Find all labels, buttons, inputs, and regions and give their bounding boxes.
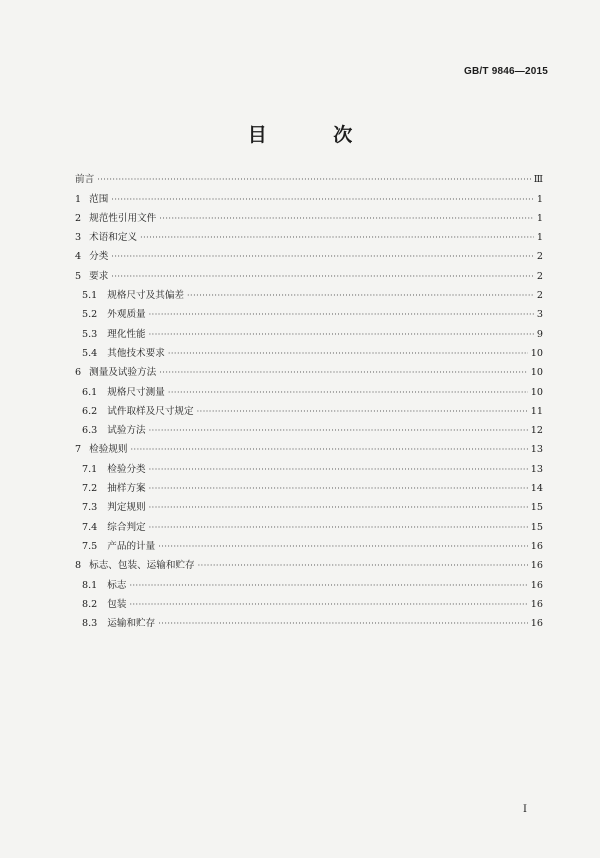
toc-entry-page: 15 [530, 521, 543, 533]
toc-dot-leader [168, 387, 528, 399]
toc-entry[interactable] [75, 379, 543, 398]
toc-entry[interactable] [75, 244, 543, 263]
toc-entry-number: 3 [75, 232, 82, 244]
toc-entry-label: 产品的计量 [107, 540, 156, 552]
table-of-contents [75, 167, 543, 630]
toc-entry[interactable] [75, 592, 543, 611]
toc-entry-number: 5.2 [82, 309, 98, 321]
toc-entry-label: 分类 [89, 251, 109, 263]
toc-entry-label: 标志 [107, 579, 127, 591]
toc-dot-leader [149, 464, 528, 476]
standard-code: GB/T 9846—2015 [464, 66, 548, 77]
toc-entry[interactable] [75, 321, 543, 340]
toc-dot-leader [158, 618, 528, 630]
toc-dot-leader [140, 232, 534, 244]
toc-entry-label: 判定规则 [107, 502, 146, 514]
toc-entry-label: 其他技术要求 [107, 347, 165, 359]
toc-entry[interactable] [75, 206, 543, 225]
toc-entry-page: 2 [536, 290, 543, 302]
toc-entry[interactable] [75, 456, 543, 475]
toc-entry-page: 10 [530, 386, 543, 398]
toc-entry-label: 综合判定 [107, 521, 146, 533]
toc-entry-number: 6.3 [82, 425, 98, 437]
toc-dot-leader [149, 483, 528, 495]
toc-entry[interactable] [75, 534, 543, 553]
toc-entry-page: 1 [536, 232, 543, 244]
toc-entry-label: 前言 [75, 174, 95, 186]
toc-entry-number: 5.1 [82, 290, 98, 302]
toc-dot-leader [111, 194, 534, 206]
toc-entry[interactable] [75, 360, 543, 379]
toc-entry[interactable] [75, 553, 543, 572]
toc-entry-page: 9 [536, 328, 543, 340]
toc-entry-page: 16 [530, 618, 543, 630]
toc-entry-number: 1 [75, 193, 82, 205]
toc-entry[interactable] [75, 476, 543, 495]
toc-dot-leader [198, 560, 528, 572]
toc-entry-label: 范围 [89, 193, 109, 205]
toc-entry[interactable] [75, 167, 543, 186]
toc-entry-page: 16 [530, 579, 543, 591]
toc-dot-leader [159, 213, 534, 225]
toc-entry-page: 1 [536, 193, 543, 205]
page-title: 目 次 [247, 124, 383, 146]
toc-entry-label: 规范性引用文件 [89, 212, 157, 224]
toc-entry-label: 试件取样及尺寸规定 [107, 405, 194, 417]
toc-dot-leader [111, 251, 534, 263]
toc-dot-leader [168, 348, 528, 360]
toc-entry-number: 8 [75, 560, 82, 572]
toc-entry-page: 16 [530, 560, 543, 572]
toc-entry-number: 7.2 [82, 483, 98, 495]
toc-dot-leader [149, 502, 528, 514]
toc-dot-leader [130, 444, 527, 456]
toc-entry[interactable] [75, 186, 543, 205]
toc-entry-page: 16 [530, 598, 543, 610]
toc-entry-page: 12 [530, 425, 543, 437]
toc-entry-number: 7.5 [82, 540, 98, 552]
toc-entry-label: 运输和贮存 [107, 618, 156, 630]
toc-entry-label: 测量及试验方法 [89, 367, 157, 379]
toc-entry-page: 11 [530, 405, 543, 417]
toc-entry[interactable] [75, 572, 543, 591]
toc-entry-number: 8.2 [82, 598, 98, 610]
toc-entry-page: 2 [536, 251, 543, 263]
toc-entry-page: 10 [530, 367, 543, 379]
toc-entry[interactable] [75, 341, 543, 360]
toc-entry-label: 检验规则 [89, 444, 128, 456]
toc-entry[interactable] [75, 611, 543, 630]
toc-entry-number: 6 [75, 367, 82, 379]
toc-entry-label: 抽样方案 [107, 483, 146, 495]
toc-entry-page: 16 [530, 540, 543, 552]
toc-entry[interactable] [75, 437, 543, 456]
toc-entry-label: 理化性能 [107, 328, 146, 340]
toc-entry-page: 1 [536, 212, 543, 224]
toc-entry-number: 8.3 [82, 618, 98, 630]
toc-entry-label: 标志、包装、运输和贮存 [89, 560, 195, 572]
toc-entry-number: 5.3 [82, 328, 98, 340]
toc-dot-leader [158, 541, 528, 553]
toc-dot-leader [149, 329, 534, 341]
toc-entry[interactable] [75, 418, 543, 437]
toc-entry-label: 外观质量 [107, 309, 146, 321]
toc-entry-number: 7.1 [82, 463, 98, 475]
toc-entry-page: 2 [536, 270, 543, 282]
toc-dot-leader [149, 425, 528, 437]
toc-dot-leader [159, 367, 528, 379]
toc-dot-leader [111, 271, 534, 283]
toc-entry[interactable] [75, 263, 543, 282]
toc-entry-label: 包装 [107, 598, 127, 610]
toc-dot-leader [197, 406, 528, 418]
toc-entry-number: 7 [75, 444, 82, 456]
toc-entry-page: 14 [530, 483, 543, 495]
toc-entry[interactable] [75, 283, 543, 302]
toc-entry[interactable] [75, 514, 543, 533]
toc-entry-page: 13 [530, 444, 543, 456]
toc-entry-number: 8.1 [82, 579, 98, 591]
toc-dot-leader [97, 174, 531, 186]
toc-entry-number: 5.4 [82, 347, 98, 359]
toc-entry-label: 检验分类 [107, 463, 146, 475]
toc-entry-label: 要求 [89, 270, 109, 282]
toc-dot-leader [187, 290, 534, 302]
toc-dot-leader [129, 599, 527, 611]
toc-dot-leader [149, 309, 534, 321]
toc-entry-number: 6.1 [82, 386, 98, 398]
toc-entry[interactable] [75, 495, 543, 514]
toc-entry-number: 7.4 [82, 521, 98, 533]
toc-entry-label: 规格尺寸及其偏差 [107, 290, 185, 302]
toc-dot-leader [129, 580, 527, 592]
toc-entry-page: 15 [530, 502, 543, 514]
toc-entry-number: 7.3 [82, 502, 98, 514]
toc-entry-page: 3 [536, 309, 543, 321]
toc-entry-number: 6.2 [82, 405, 98, 417]
toc-entry-number: 5 [75, 270, 82, 282]
toc-entry-page: 13 [530, 463, 543, 475]
page-number: Ⅰ [523, 804, 527, 815]
toc-entry-number: 2 [75, 212, 82, 224]
toc-dot-leader [149, 522, 528, 534]
toc-entry-page: Ⅲ [533, 174, 543, 186]
toc-entry-number: 4 [75, 251, 82, 263]
toc-entry-label: 术语和定义 [89, 232, 138, 244]
toc-entry[interactable] [75, 302, 543, 321]
toc-entry-page: 10 [530, 347, 543, 359]
toc-entry[interactable] [75, 225, 543, 244]
toc-entry[interactable] [75, 399, 543, 418]
toc-entry-label: 试验方法 [107, 425, 146, 437]
toc-entry-label: 规格尺寸测量 [107, 386, 165, 398]
